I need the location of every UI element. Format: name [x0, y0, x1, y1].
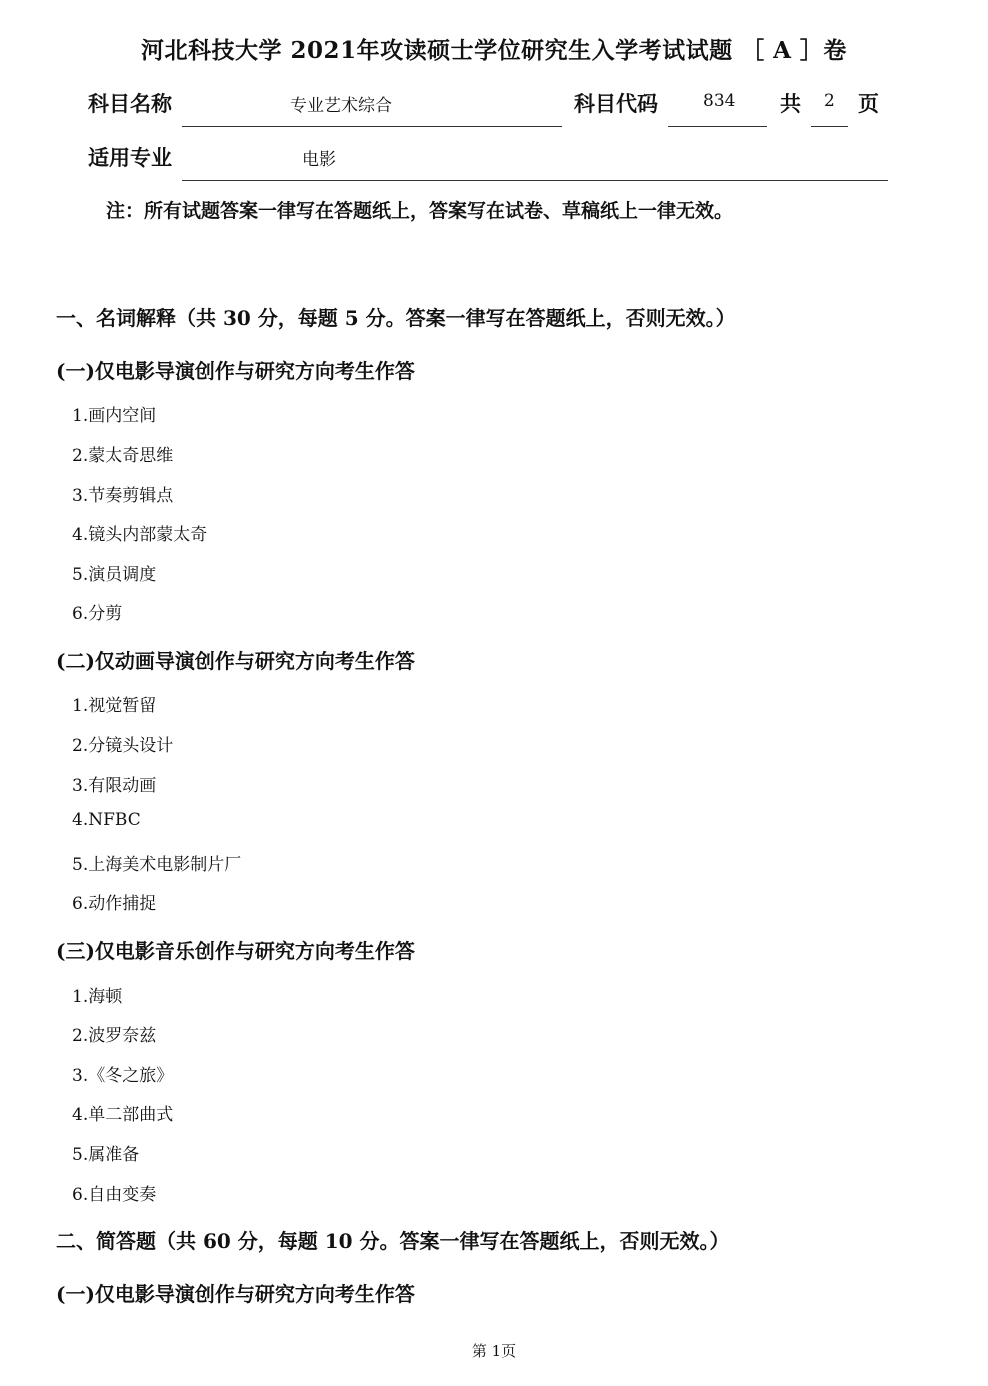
section-1-heading: 一、名词解释（共 30 分，每题 5 分。答案一律写在答题纸上，否则无效。）	[56, 306, 736, 330]
pages-underline	[811, 126, 848, 127]
list-item: 5.演员调度	[72, 565, 157, 585]
list-item: 4.NFBC	[72, 810, 141, 830]
section-2-heading: 二、简答题（共 60 分，每题 10 分。答案一律写在答题纸上，否则无效。）	[56, 1229, 730, 1253]
list-item: 6.动作捕捉	[72, 894, 157, 914]
pages-prefix: 共	[780, 91, 801, 116]
exam-title: 河北科技大学 2021年攻读硕士学位研究生入学考试试题 ［ A ］卷	[141, 37, 847, 64]
subject-name-label: 科目名称	[88, 91, 172, 116]
subject-name-value: 专业艺术综合	[290, 96, 392, 116]
list-item: 5.上海美术电影制片厂	[72, 855, 242, 875]
list-item: 1.海顿	[72, 987, 123, 1007]
list-item: 1.视觉暂留	[72, 696, 157, 716]
list-item: 4.镜头内部蒙太奇	[72, 525, 208, 545]
group-2-title: (二)仅动画导演创作与研究方向考生作答	[56, 649, 415, 673]
list-item: 3.节奏剪辑点	[72, 486, 174, 506]
list-item: 6.自由变奏	[72, 1185, 157, 1205]
section-2-group-1-title: (一)仅电影导演创作与研究方向考生作答	[56, 1282, 415, 1306]
major-label: 适用专业	[88, 145, 172, 170]
subject-name-underline	[182, 126, 562, 127]
list-item: 2.波罗奈兹	[72, 1026, 157, 1046]
list-item: 3.《冬之旅》	[72, 1066, 174, 1086]
page-number: 第 1页	[471, 1342, 517, 1360]
pages-value: 2	[824, 91, 835, 111]
major-underline	[182, 180, 888, 181]
subject-code-underline	[668, 126, 767, 127]
group-3-title: (三)仅电影音乐创作与研究方向考生作答	[56, 939, 415, 963]
pages-suffix: 页	[858, 91, 879, 116]
list-item: 5.属准备	[72, 1145, 140, 1165]
list-item: 6.分剪	[72, 604, 123, 624]
list-item: 1.画内空间	[72, 406, 157, 426]
exam-note: 注：所有试题答案一律写在答题纸上，答案写在试卷、草稿纸上一律无效。	[106, 200, 734, 222]
subject-code-value: 834	[703, 91, 736, 111]
major-value: 电影	[302, 150, 336, 170]
list-item: 3.有限动画	[72, 776, 157, 796]
list-item: 2.分镜头设计	[72, 736, 174, 756]
subject-code-label: 科目代码	[574, 91, 658, 116]
list-item: 2.蒙太奇思维	[72, 446, 174, 466]
group-1-title: (一)仅电影导演创作与研究方向考生作答	[56, 359, 415, 383]
list-item: 4.单二部曲式	[72, 1105, 174, 1125]
